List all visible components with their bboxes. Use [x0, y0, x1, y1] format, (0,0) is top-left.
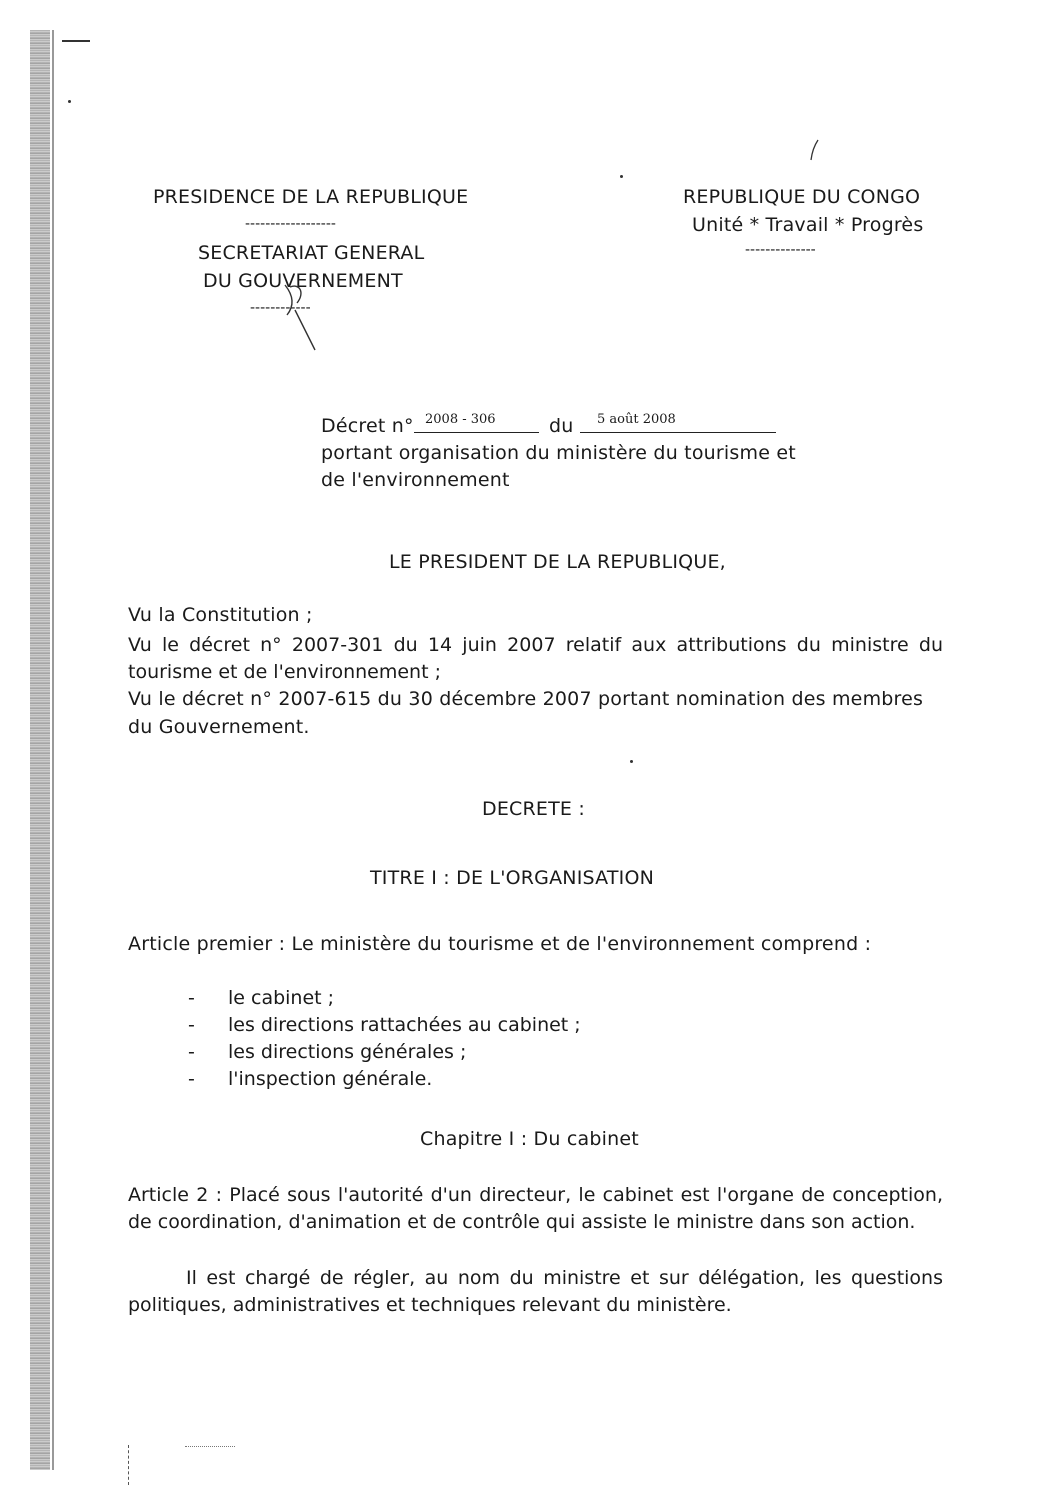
article-2-label: Article 2: [128, 1184, 209, 1206]
article-2-text: : Placé sous l'autorité d'un directeur, le cabinet est l'organe de conception, de coordination, d'animation et de contrôle qui assiste le ministre dans son action.: [128, 1184, 943, 1233]
scan-binding-edge: [30, 30, 50, 1470]
header-right-motto: Unité * Travail * Progrès: [692, 214, 924, 236]
list-item: [188, 1068, 432, 1090]
scan-mark-bottom: [185, 1446, 235, 1448]
decree-du: du: [549, 415, 574, 437]
decree-number: 2008 - 306: [425, 412, 496, 427]
list-dash: -: [188, 1014, 195, 1036]
list-item-text: le cabinet ;: [228, 987, 335, 1009]
visa-decret-2007-301: Vu le décret n° 2007-301 du 14 juin 2007 relatif aux attributions du ministre du tourisme et de l'environnement ;: [128, 634, 943, 683]
list-item: [188, 1014, 581, 1036]
list-item: [188, 1041, 466, 1063]
header-left-sub-dashes: ------------: [250, 300, 311, 316]
visa-decret-2007-615: Vu le décret n° 2007-615 du 30 décembre 2007 portant nomination des membres: [128, 688, 924, 710]
scan-speck: [630, 760, 633, 763]
titre-heading: TITRE I : DE L'ORGANISATION: [370, 867, 655, 889]
decree-date: 5 août 2008: [597, 412, 676, 427]
decree-prefix: Décret n°: [321, 415, 414, 437]
president-heading: LE PRESIDENT DE LA REPUBLIQUE,: [389, 551, 726, 573]
scan-mark: [62, 40, 90, 42]
list-item-text: l'inspection générale.: [228, 1068, 433, 1090]
header-left-sub1: SECRETARIAT GENERAL: [198, 242, 425, 264]
header-left-title: PRESIDENCE DE LA REPUBLIQUE: [153, 186, 469, 208]
list-dash: -: [188, 987, 195, 1009]
chapitre-heading: Chapitre I : Du cabinet: [420, 1128, 639, 1150]
visa-constitution: Vu la Constitution ;: [128, 604, 313, 626]
scan-binding-line: [52, 30, 54, 1470]
list-dash: -: [188, 1068, 195, 1090]
visa-gouvernement: du Gouvernement.: [128, 716, 310, 738]
list-item-text: les directions générales ;: [228, 1041, 467, 1063]
article-2-paragraph: [128, 1182, 943, 1236]
article-premier: [128, 933, 871, 955]
decree-subject-line1: portant organisation du ministère du tourisme et: [321, 442, 796, 464]
header-left-dashes: ------------------: [245, 216, 336, 232]
decree-subject-line2: de l'environnement: [321, 469, 510, 491]
decrete-heading: DECRETE :: [482, 798, 585, 820]
decree-number-underline: [414, 432, 539, 433]
article-2-paragraph-2: Il est chargé de régler, au nom du ministre et sur délégation, les questions politiques, administratives et techniques relevant du ministère.: [128, 1267, 943, 1316]
handwritten-initial-mark: [265, 275, 335, 360]
header-left-sub2: DU GOUVERNEMENT: [203, 270, 403, 292]
list-item-text: les directions rattachées au cabinet ;: [228, 1014, 581, 1036]
handwritten-tick-mark: [808, 138, 822, 162]
scan-speck: [68, 100, 71, 103]
scan-speck: [620, 175, 623, 178]
list-item: [188, 987, 334, 1009]
list-dash: -: [188, 1041, 195, 1063]
scan-mark-bottom: [128, 1445, 131, 1485]
header-right-title: REPUBLIQUE DU CONGO: [683, 186, 921, 208]
article-premier-label: Article premier: [128, 933, 273, 955]
article-premier-text: : Le ministère du tourisme et de l'environnement comprend :: [272, 933, 872, 955]
header-right-dashes: --------------: [745, 242, 816, 258]
decree-date-underline: [580, 432, 776, 433]
